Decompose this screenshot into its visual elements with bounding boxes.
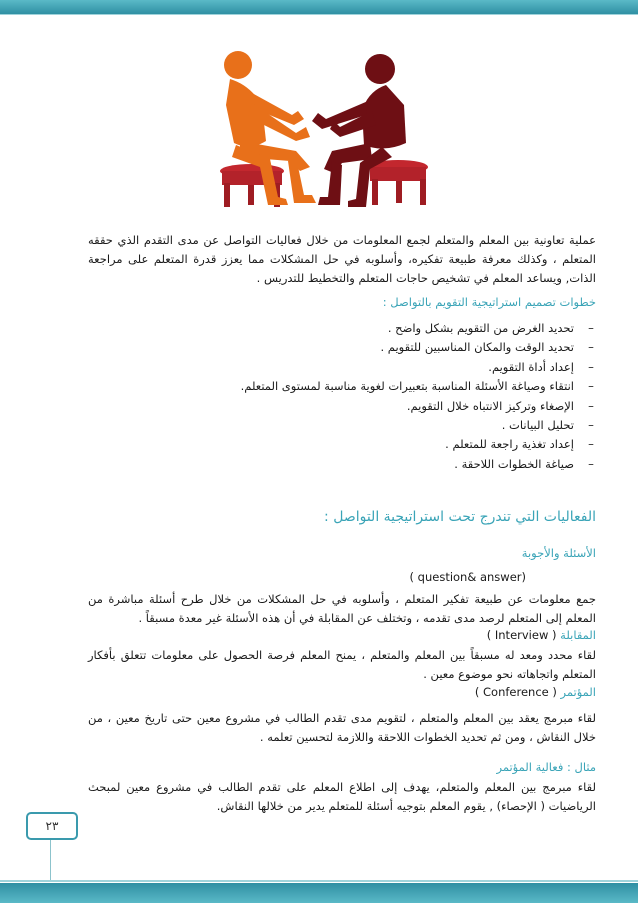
step-marker: – [588,456,594,471]
conference-heading-line [88,683,596,702]
steps-heading: خطوات تصميم استراتيجية التقويم بالتواصل : [382,295,596,309]
step-item [88,319,596,338]
step-marker: – [588,437,594,452]
step-text: إعداد تغذية راجعة للمتعلم . [445,437,574,452]
step-text: تحليل البيانات . [501,418,574,433]
step-text: تحديد الغرض من التقويم بشكل واضح . [387,321,574,335]
steps-list [88,319,596,474]
step-marker: – [588,398,594,413]
step-item [88,435,596,454]
step-text: صياغة الخطوات اللاحقة . [454,456,574,471]
qa-heading: الأسئلة والأجوبة [521,546,596,560]
conference-text: لقاء مبرمج يعقد بين المعلم والمتعلم ، لتقويم مدى تقدم الطالب في مشروع معين حتى تاريخ معين ، من خلال النقاش ، ومن ثم تحديد الخطوات اللاحقة واللازمة لتحسين تعلمه . [88,711,596,744]
interview-heading-line [88,626,596,645]
qa-english-label: ( question& answer) [409,570,526,584]
example-text: لقاء مبرمج بين المعلم والمتعلم، يهدف إلى اطلاع المعلم على تقدم الطالب في مشروع معين لمبحث الرياضيات ( الإحصاء) , يقوم المعلم بتوجيه أسئلة للمتعلم يدير من خلالها النقاش. [88,780,596,813]
step-marker: – [588,321,594,335]
top-decorative-band [0,0,638,14]
conference-english-label: ( Conference ) [474,685,557,699]
step-item [88,358,596,377]
intro-paragraph: عملية تعاونية بين المعلم والمتعلم لجمع المعلومات من خلال فعاليات التواصل عن مدى التقدم الذي حققه المتعلم ، وكذلك معرفة طبيعة تفكيره، وأسلوبه في حل المشكلات مما يعزز قدرة المتعلم على مراجعة الذات, ويساعد المعلم في تشخيص حاجات المتعلم والتخطيط للتدريس . [88,233,596,285]
qa-text: جمع معلومات عن طبيعة تفكير المتعلم ، وأسلوبه في حل المشكلات من خلال طرح أسئلة مباشرة من المعلم إلى المتعلم لرصد مدى تقدمه ، وتختلف عن المقابلة في أن هذه الأسئلة غير معدة مسبقاً . [88,592,596,625]
step-text: الإصغاء وتركيز الانتباه خلال التقويم. [406,398,574,413]
figure-right [312,54,406,207]
interview-heading: المقابلة [560,628,596,642]
step-text: إعداد أداة التقويم. [488,359,574,374]
step-item [88,397,596,416]
step-item [88,338,596,357]
activities-heading: الفعاليات التي تندرج تحت استراتيجية التواصل : [324,509,596,525]
page-number: ٢٣ [26,812,78,840]
step-marker: – [588,418,594,433]
conference-heading: المؤتمر [560,685,596,699]
step-item [88,416,596,435]
step-item [88,377,596,396]
communication-illustration [200,45,460,210]
stool-right [368,160,428,205]
bottom-decorative-band [0,883,638,903]
step-marker: – [588,359,594,374]
step-text: تحديد الوقت والمكان المناسبين للتقويم . [380,340,574,355]
example-heading: مثال : فعالية المؤتمر [496,760,596,774]
step-item [88,455,596,474]
interview-text: لقاء محدد ومعد له مسبقاً بين المعلم والمتعلم ، يمنح المعلم فرصة الحصول على معلومات تتعلق بأفكار المتعلم واتجاهاته نحو موضوع معين . [88,648,596,681]
interview-english-label: ( Interview ) [486,628,557,642]
bottom-band-line [0,880,638,882]
step-marker: – [588,379,594,394]
top-band-line [0,14,638,15]
step-text: انتقاء وصياغة الأسئلة المناسبة بتعبيرات لغوية مناسبة لمستوى المتعلم. [240,379,574,394]
step-marker: – [588,340,594,355]
